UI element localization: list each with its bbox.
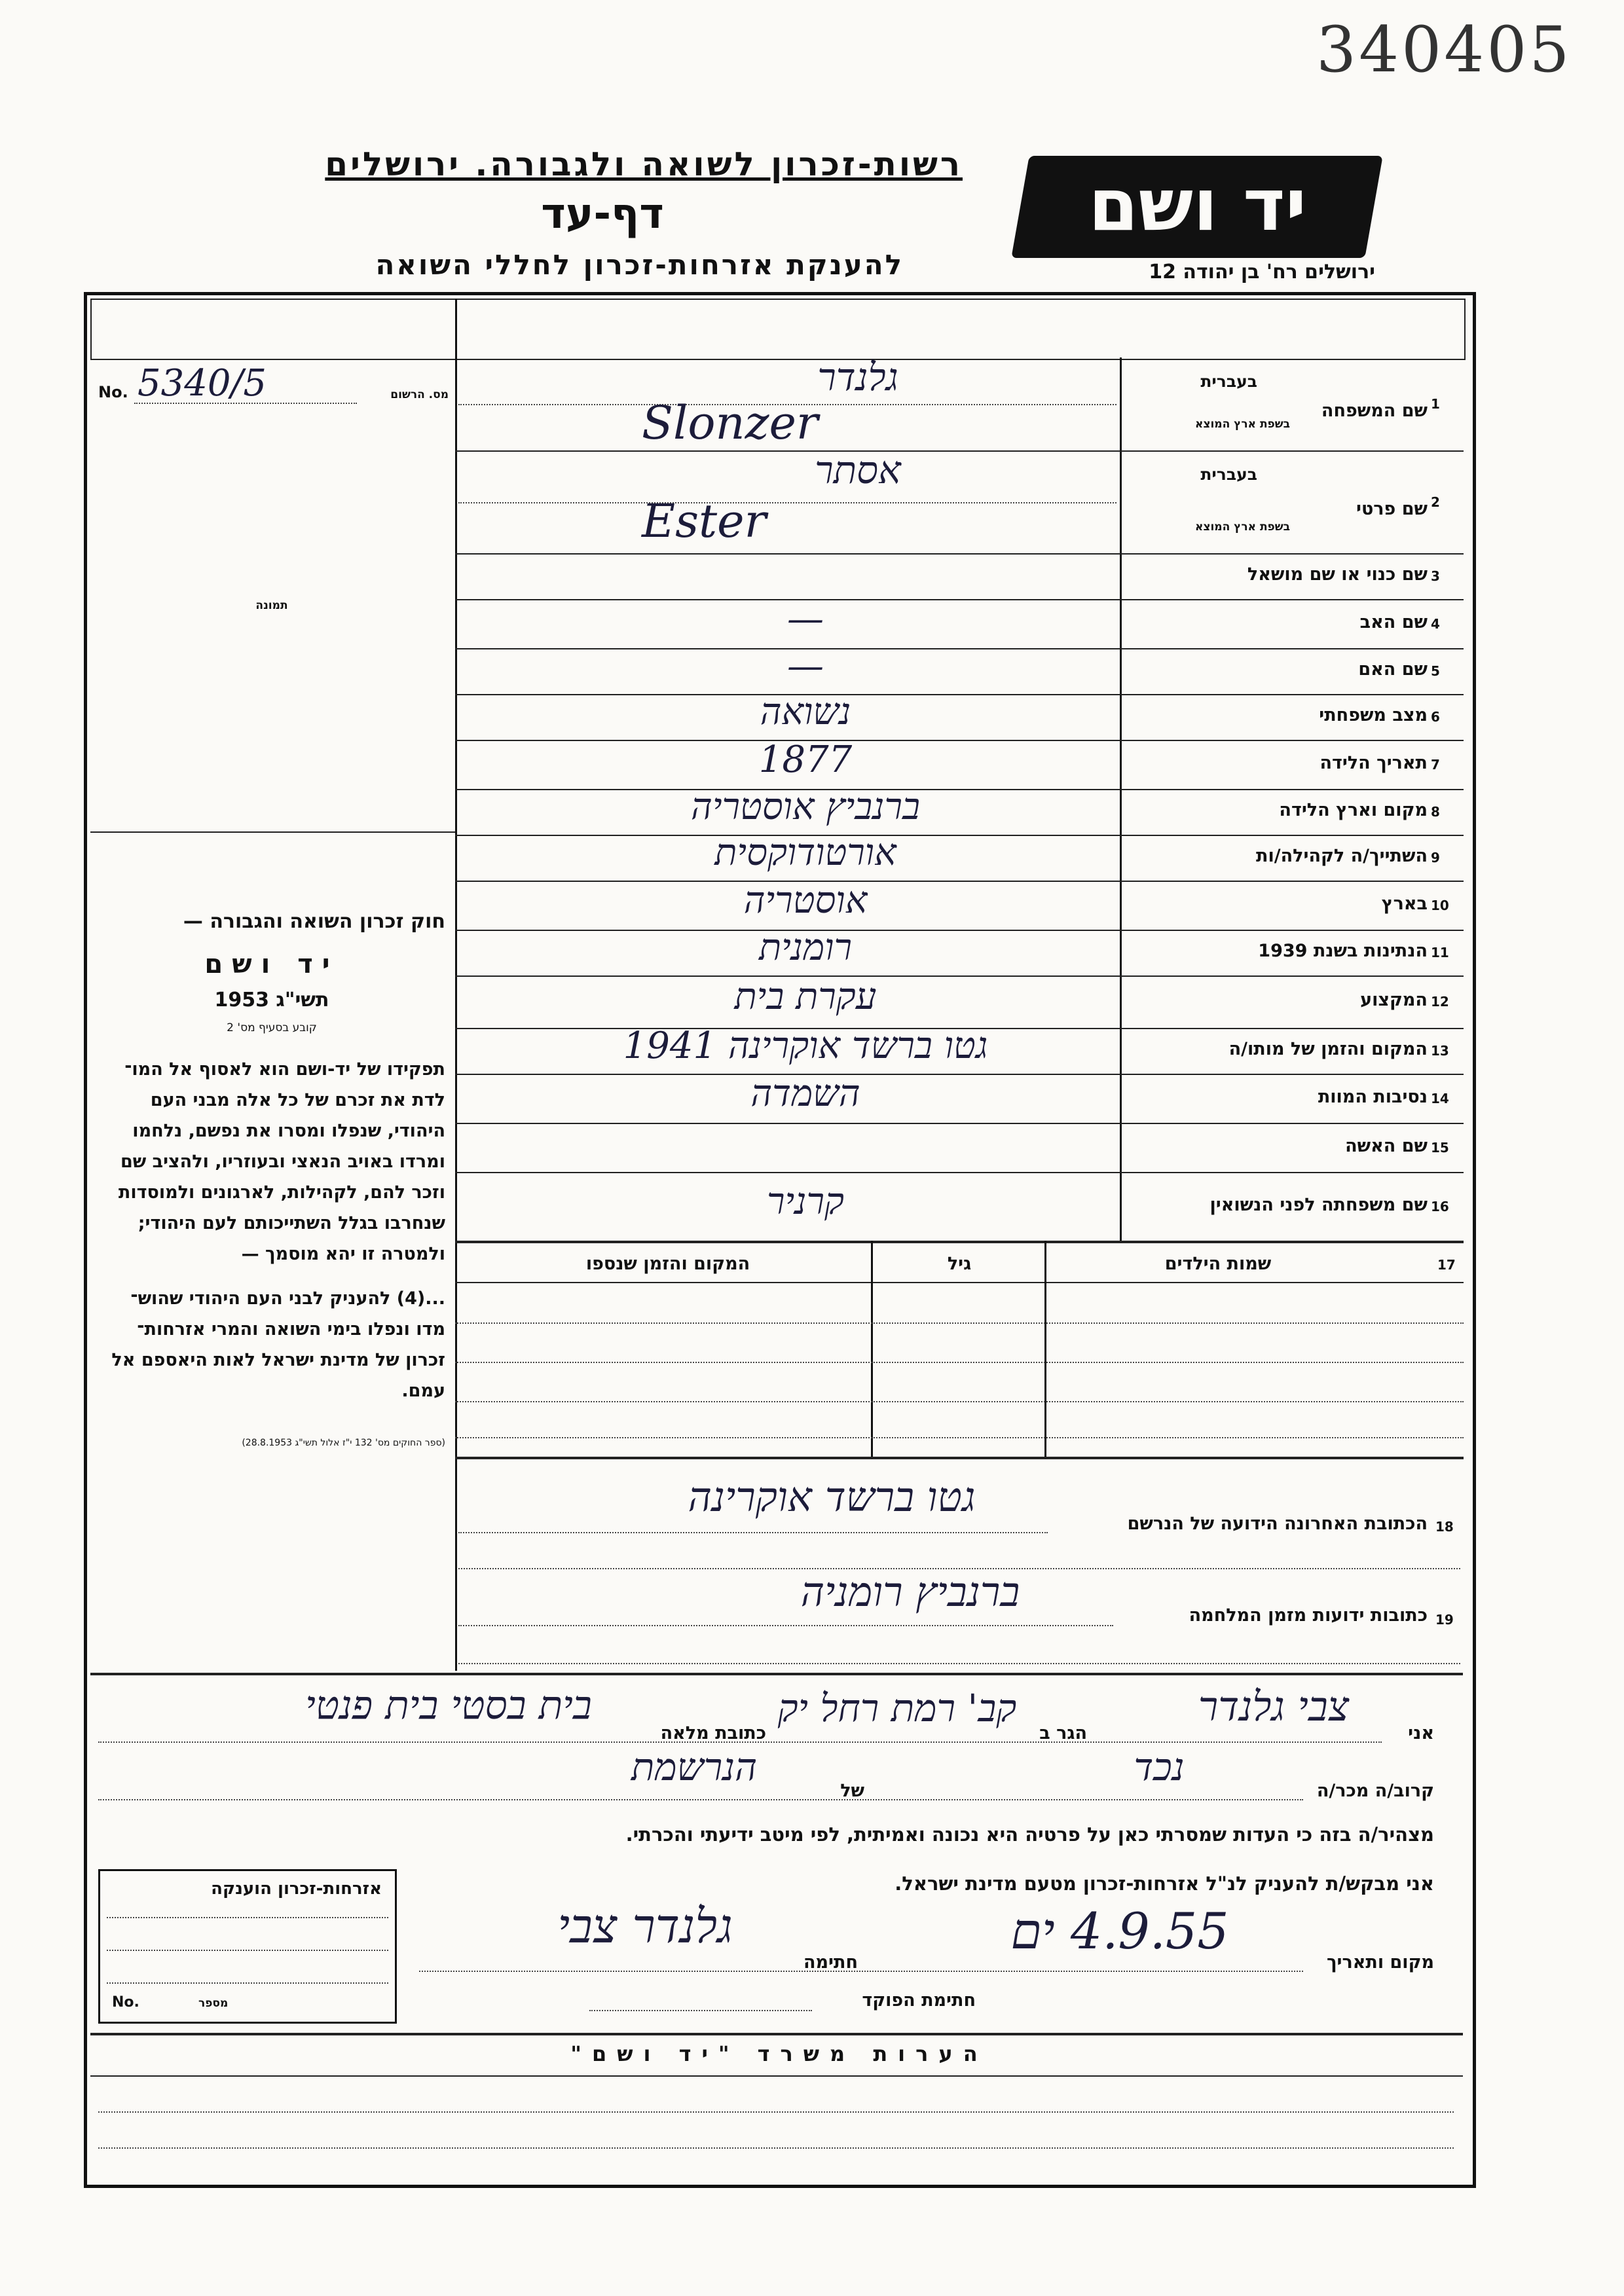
field-value: אוסטריה <box>743 879 868 922</box>
field-num: 5 <box>1431 663 1440 679</box>
stamp-number: 340405 <box>1316 13 1572 86</box>
field-label: שם האב <box>1359 611 1428 632</box>
field19-label: כתובות ידועות מזמן המלחמה <box>1189 1605 1428 1626</box>
field-value: רומנית <box>758 926 853 969</box>
award-box-line <box>107 1917 388 1918</box>
field-label: המקום והזמן של מותו/ה <box>1228 1039 1428 1059</box>
children-age-header: גיל <box>947 1254 972 1274</box>
award-box-line <box>107 1950 388 1951</box>
children-col-divider-1 <box>1044 1241 1046 1457</box>
notes-line <box>98 2111 1454 2113</box>
law-name: יד ושם <box>204 949 339 979</box>
law-body-clause4: ...(4) להעניק לבני העם היהודי שהוש־ מדו ונפלו בימי השואה והמרי אזרחות־ זכרון של מדינת ישראל לאות היאספם אל עמם. <box>111 1288 445 1401</box>
registration-line <box>134 403 357 404</box>
field-value-origin: Ester <box>642 494 767 548</box>
officer-signature-label: חתימת הפוקד <box>862 1990 976 2011</box>
law-clause: קובע בסעיף מס' 2 <box>227 1021 317 1034</box>
children-row-line <box>455 1322 1464 1324</box>
field-sublabel-hebrew: בעברית <box>1200 465 1257 484</box>
field19-value: ברנביץ רומניה <box>800 1568 1020 1616</box>
field18-line <box>458 1532 1048 1533</box>
decl-ani-label: אני <box>1408 1723 1434 1743</box>
decl-of-value: הנרשמת <box>631 1745 758 1789</box>
field-label: תאריך הלידה <box>1320 752 1428 773</box>
decl-name-value: צבי גלנדר <box>1198 1683 1350 1730</box>
yad-vashem-logo <box>1011 156 1383 258</box>
form-subtitle: להענקת אזרחות-זכרון לחללי השואה <box>375 249 904 281</box>
field-label: השתייך/ה לקהילה/ות <box>1256 846 1428 866</box>
field18-label: הכתובת האחרונה הידועה של הנרשם <box>1127 1514 1428 1534</box>
field-row-divider <box>455 1172 1464 1173</box>
decl-address-label: כתובת מלאה <box>660 1723 766 1743</box>
field-label: שם המשפחה <box>1321 401 1428 421</box>
decl-line-2 <box>98 1799 1303 1800</box>
field19-num: 19 <box>1435 1612 1454 1628</box>
children-place-header: המקום והזמן שנספו <box>585 1254 750 1274</box>
place-date-label: מקום ותאריך <box>1326 1952 1434 1973</box>
field-value: אסתר <box>815 448 901 492</box>
field-label: שם האשה <box>1345 1135 1428 1156</box>
children-num: 17 <box>1437 1257 1456 1273</box>
award-box <box>98 1869 397 2024</box>
decl-relation-value: נכד <box>1134 1745 1185 1789</box>
law-body: תפקידו של יד-ושם הוא לאסוף אל המו־ לדת את זכרם של כל אלה מבני העם היהודי, שנפלו ומסרו את נפשם, נלחמו ומרדו באויב הנאצי ובעוזריו, ולהציב שם וזכר להם, לקהילות, לארגונים ולמוסדות שנחרבו בגלל השתייכותם לעם היהודי; ולמטרה זו יהא מוסמך — <box>118 1059 445 1264</box>
officer-signature-line <box>589 2010 812 2011</box>
notes-top <box>90 2033 1463 2035</box>
field-value: קרניר <box>767 1180 844 1223</box>
top-band <box>90 299 1466 360</box>
field-value-origin: Slonzer <box>642 396 819 450</box>
decl-city-value: קב' רמת רחל יק <box>777 1686 1017 1730</box>
registration-label: מס. הרשום <box>390 388 449 401</box>
field-num: 9 <box>1431 850 1440 866</box>
field-num: 12 <box>1431 994 1449 1010</box>
field-value: אורטודוקסית <box>714 831 896 874</box>
children-row-line <box>455 1362 1464 1363</box>
children-row-line <box>455 1401 1464 1402</box>
children-header-bottom <box>455 1282 1464 1283</box>
children-row-line <box>455 1437 1464 1438</box>
field-label: נסיבות המוות <box>1318 1086 1428 1107</box>
registration-value: 5340/5 <box>138 362 267 405</box>
decl-line-1 <box>98 1741 1382 1743</box>
office-notes-title: הערות משרד "יד ושם" <box>570 2041 988 2066</box>
field-value: — <box>787 645 824 687</box>
field-row-divider <box>455 1123 1464 1124</box>
field-label: מצב משפחתי <box>1319 705 1428 725</box>
field-label: מקום וארץ הלידה <box>1279 800 1428 820</box>
field19-line-2 <box>458 1663 1460 1664</box>
header-address: ירושלים רח' בן יהודה 12 <box>1149 261 1375 283</box>
org-name: רשות-זכרון לשואה ולגבורה. ירושלים <box>325 145 963 183</box>
field-label: הנתינות בשנת 1939 <box>1258 941 1428 961</box>
children-table-bottom <box>455 1457 1464 1459</box>
field-num: 2 <box>1431 494 1440 510</box>
field-num: 15 <box>1431 1139 1449 1156</box>
children-names-header: שמות הילדים <box>1164 1254 1272 1274</box>
field-sublabel-hebrew: בעברית <box>1200 372 1257 391</box>
field18-num: 18 <box>1435 1519 1454 1535</box>
field-num: 7 <box>1431 756 1440 773</box>
notes-header-bottom <box>90 2075 1463 2077</box>
signature-value: גלנדר צבי <box>557 1899 733 1954</box>
field-label: בארץ <box>1381 893 1428 914</box>
photo-box-bottom <box>90 831 455 833</box>
field-label: שם פרטי <box>1356 498 1428 519</box>
section-bottom <box>90 1673 1463 1675</box>
field-label: המקצוע <box>1360 990 1428 1010</box>
field-label: שם משפחתה לפני הנשואין <box>1209 1194 1428 1215</box>
decl-address-value: בית בסטי בית פנטי <box>305 1683 592 1728</box>
field-num: 6 <box>1431 709 1440 725</box>
field-value: השמדה <box>750 1072 860 1115</box>
label-column-divider <box>1120 357 1122 1241</box>
logo-text: יד ושם <box>1088 163 1307 247</box>
award-box-title: אזרחות-זכרון הוענקה <box>211 1879 382 1899</box>
photo-label: תמונה <box>255 599 288 612</box>
field-num: 11 <box>1431 945 1449 960</box>
children-table-top <box>455 1241 1464 1243</box>
law-footnote: (ספר החוקים מס' 132 י"ז אלול תשי"ג 28.8.1953) <box>242 1438 445 1448</box>
award-box-line <box>107 1982 388 1984</box>
field-num: 14 <box>1431 1090 1449 1106</box>
field-value: — <box>787 597 824 640</box>
field-num: 3 <box>1431 568 1440 584</box>
field-num: 4 <box>1431 615 1440 632</box>
field-num: 13 <box>1431 1043 1449 1059</box>
law-title: חוק זכרון השואה והגבורה — <box>183 910 445 933</box>
field-sublabel-origin: בשפת ארץ המוצא <box>1194 520 1290 534</box>
decl-statement-1: מצהיר/ה בזה כי העדות שמסרתי כאן על פרטיה היא נכונה ואמיתית, לפי מיטב ידיעתי והכרתי. <box>625 1823 1434 1846</box>
award-box-number-label: מספר <box>198 1997 229 2010</box>
award-box-no-label: No. <box>112 1994 139 2011</box>
field-label: שם כנוי או שם מושאל <box>1247 564 1428 585</box>
registration-no-label: No. <box>98 383 128 401</box>
signature-line <box>419 1971 1303 1972</box>
field-num: 16 <box>1431 1198 1449 1214</box>
field-row-divider <box>455 553 1464 555</box>
field-num: 8 <box>1431 804 1440 820</box>
field-value: גטו ברשד אוקרינה 1941 <box>623 1025 988 1067</box>
field-sublabel-origin: בשפת ארץ המוצא <box>1194 418 1290 431</box>
place-date-value: 4.9.55 ים <box>1010 1902 1229 1960</box>
field-num: 1 <box>1431 396 1440 412</box>
notes-line <box>98 2147 1454 2149</box>
decl-relative-label: קרוב/ה מכר/ה <box>1316 1781 1434 1801</box>
field18-value: גטו ברשד אוקרינה <box>688 1473 976 1521</box>
signature-label: חתימה <box>803 1952 858 1973</box>
decl-resides-label: הגר ב <box>1039 1723 1087 1743</box>
field-value: נשואה <box>760 691 851 733</box>
field19-line <box>458 1625 1113 1626</box>
field-num: 10 <box>1431 897 1449 913</box>
decl-of-label: של <box>840 1781 864 1801</box>
field-value: ברנביץ אוסטריה <box>691 786 920 828</box>
form-title: דף-עד <box>541 190 664 238</box>
field-value: עקרת בית <box>734 975 877 1018</box>
law-year: תשי"ג 1953 <box>214 989 329 1011</box>
field-value: גלנדר <box>817 355 898 399</box>
field-label: שם האם <box>1358 659 1428 680</box>
field-value: 1877 <box>758 738 853 781</box>
children-col-divider-2 <box>871 1241 873 1457</box>
left-column-divider <box>455 299 457 1671</box>
decl-statement-2: אני מבקש/ת להעניק לנ"ל אזרחות-זכרון מטעם מדינת ישראל. <box>895 1872 1434 1895</box>
